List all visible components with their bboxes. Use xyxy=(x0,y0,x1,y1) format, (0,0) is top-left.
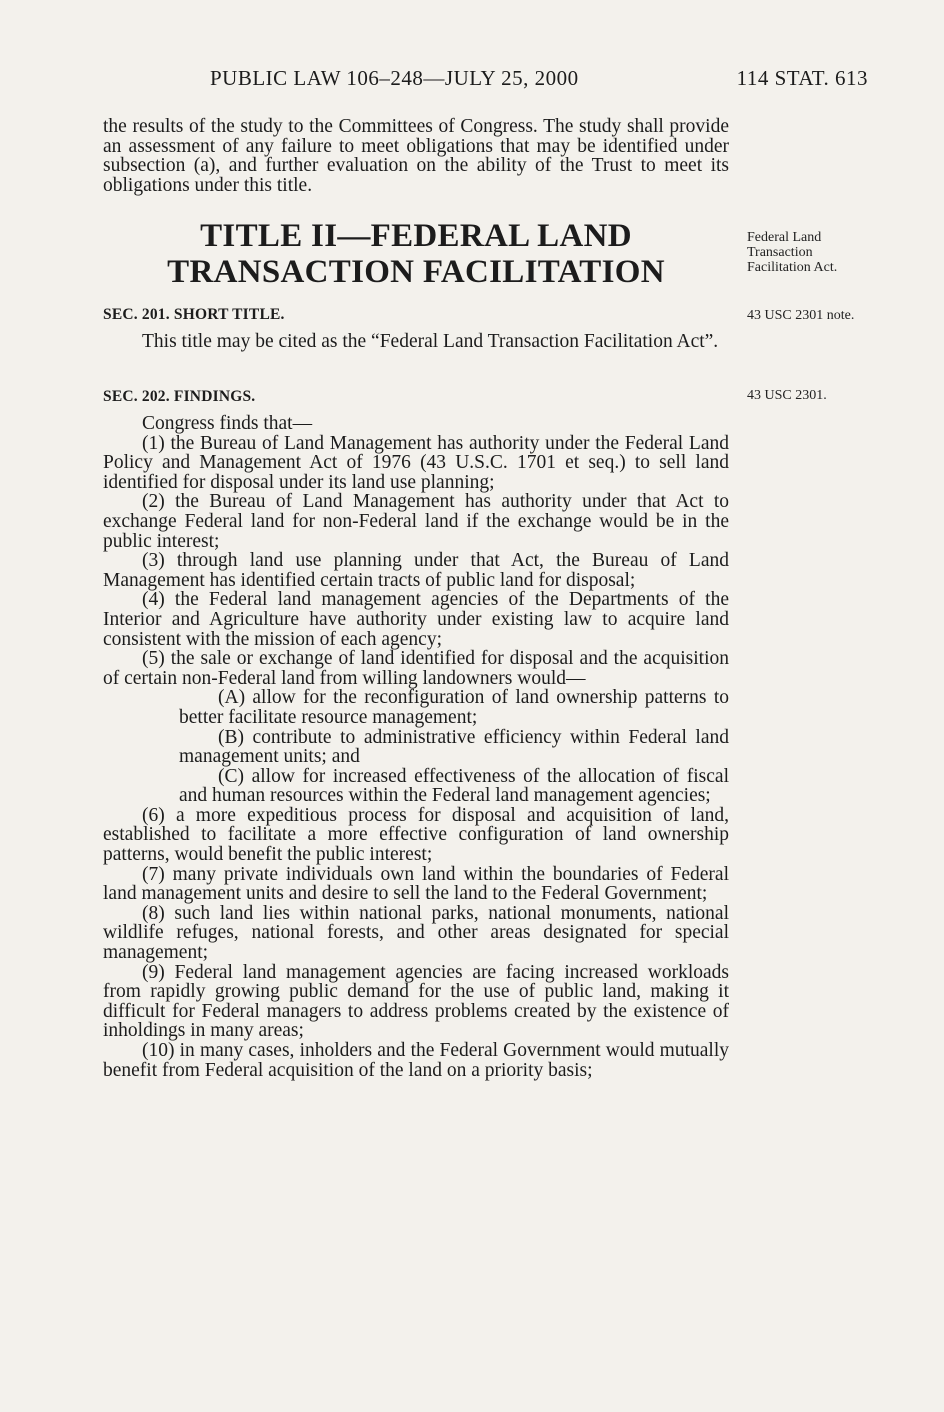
sec201-heading: SEC. 201. SHORT TITLE. xyxy=(103,306,285,323)
title-line-2: TRANSACTION FACILITATION xyxy=(167,254,665,290)
finding-item: (4) the Federal land management agencies of the Departments of the Interior and Agriculture have authority under existing law to acquire land consistent with the mission of each agency; xyxy=(103,589,729,650)
title-heading xyxy=(103,218,729,290)
sec201-body xyxy=(103,332,729,352)
finding-subitem: (C) allow for increased effectiveness of the allocation of fiscal and human resources within the Federal land management agencies; xyxy=(179,765,729,807)
margin-note-sec202: 43 USC 2301. xyxy=(747,388,827,403)
finding-item: (1) the Bureau of Land Management has authority under the Federal Land Policy and Management Act of 1976 (43 U.S.C. 1701 et seq.) to sell land identified for disposal under its land use planning; xyxy=(103,432,729,493)
finding-item: (10) in many cases, inholders and the Federal Government would mutually benefit from Federal acquisition of the land on a priority basis; xyxy=(103,1040,729,1081)
findings-list xyxy=(103,414,729,1080)
margin-note-sec201: 43 USC 2301 note. xyxy=(747,308,855,323)
intro-paragraph xyxy=(103,117,729,195)
finding-subitem: (B) contribute to administrative efficiency within Federal land management units; and xyxy=(179,726,729,768)
sec202-heading: SEC. 202. FINDINGS. xyxy=(103,388,256,405)
finding-item: (8) such land lies within national parks, national monuments, national wildlife refuges, national forests, and other areas designated for special management; xyxy=(103,902,729,964)
finding-item: (2) the Bureau of Land Management has authority under that Act to exchange Federal land for non-Federal land if the exchange would be in the public interest; xyxy=(103,491,729,552)
statute-page-number: 114 STAT. 613 xyxy=(736,66,868,90)
running-head: PUBLIC LAW 106–248—JULY 25, 2000 xyxy=(210,66,579,90)
finding-item: (3) through land use planning under that Act, the Bureau of Land Management has identified certain tracts of public land for disposal; xyxy=(103,550,729,591)
finding-item: (5) the sale or exchange of land identified for disposal and the acquisition of certain non-Federal land from willing landowners would— xyxy=(103,648,729,689)
finding-item: (7) many private individuals own land within the boundaries of Federal land management units and desire to sell the land to the Federal Government; xyxy=(103,863,729,905)
sec201-text: This title may be cited as the “Federal Land Transaction Facilitation Act”. xyxy=(142,331,719,352)
margin-note-title: Federal Land Transaction Facilitation Act. xyxy=(747,230,838,275)
title-line-1: TITLE II—FEDERAL LAND xyxy=(200,218,632,254)
intro-text: the results of the study to the Committees of Congress. The study shall provide an assessment of any failure to meet obligations that may be identified under subsection (a), and further evaluation on the ability of the Trust to meet its obligations under this title. xyxy=(103,116,729,196)
finding-subitem: (A) allow for the reconfiguration of land ownership patterns to better facilitate resource management; xyxy=(179,687,729,728)
findings-lead: Congress finds that— xyxy=(142,413,313,434)
finding-item: (6) a more expeditious process for disposal and acquisition of land, established to facilitate a more effective configuration of land ownership patterns, would benefit the public interest; xyxy=(103,804,729,866)
finding-item: (9) Federal land management agencies are facing increased workloads from rapidly growing public demand for the use of public land, making it difficult for Federal managers to address problems created by the existence of inholdings in many areas; xyxy=(103,961,729,1042)
